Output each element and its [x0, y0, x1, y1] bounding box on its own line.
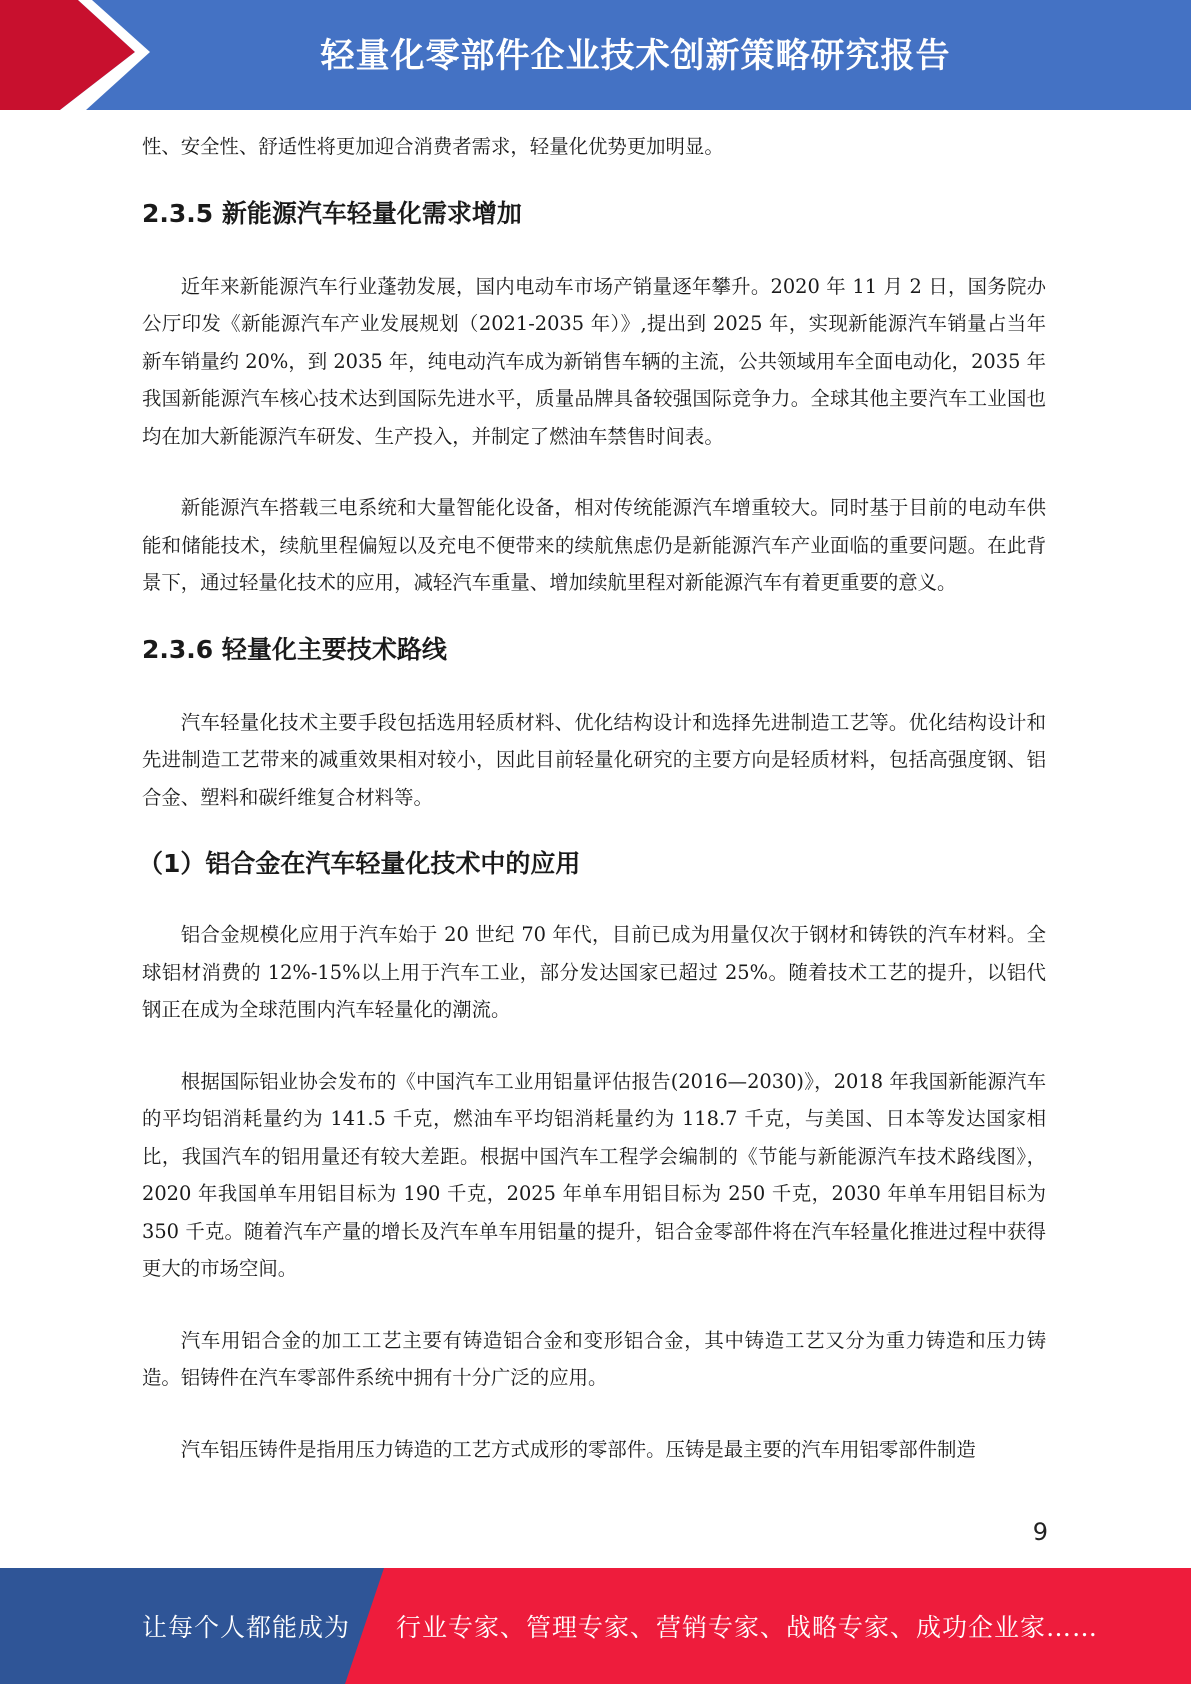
- subheading-aluminum-alloy: （1）铝合金在汽车轻量化技术中的应用: [138, 849, 581, 878]
- section-heading-2-3-5: 2.3.5 新能源汽车轻量化需求增加: [142, 198, 522, 228]
- page-footer: [0, 1568, 1191, 1684]
- page-header: [0, 0, 1191, 110]
- footer-slogan-right: 行业专家、管理专家、营销专家、战略专家、成功企业家……: [396, 1613, 1099, 1642]
- paragraph-aluminum-process: 汽车用铝合金的加工工艺主要有铸造铝合金和变形铝合金，其中铸造工艺又分为重力铸造和压力铸造。铝铸件在汽车零部件系统中拥有十分广泛的应用。: [142, 1328, 1046, 1389]
- report-title: 轻量化零部件企业技术创新策略研究报告: [320, 36, 951, 76]
- paragraph-tech-routes: 汽车轻量化技术主要手段包括选用轻质材料、优化结构设计和选择先进制造工艺等。优化结构设计和先进制造工艺带来的减重效果相对较小，因此目前轻量化研究的主要方向是轻质材料，包括高强度钢、铝合金、塑料和碳纤维复合材料等。: [142, 710, 1046, 809]
- footer-slogan-left: 让每个人都能成为: [142, 1613, 351, 1642]
- paragraph-ev-policy: 近年来新能源汽车行业蓬勃发展，国内电动车市场产销量逐年攀升。2020 年 11 月 2 日，国务院办公厅印发《新能源汽车产业发展规划（2021-2035 年）》,提出到 2025 年，实现新能源汽车销量占当年新车销量约 20%，到 2035 年，纯电动汽车成为新销售车辆的主流，公共领域用车全面电动化，2035 年我国新能源汽车核心技术达到国际先进水平，质量品牌具备较强国际竞争力。全球其他主要汽车工业国也均在加大新能源汽车研发、生产投入，并制定了燃油车禁售时间表。: [142, 274, 1046, 448]
- header-arrow-decoration: [0, 0, 160, 110]
- page-number: 9: [1032, 1518, 1048, 1546]
- document-body: [138, 128, 1046, 1468]
- paragraph-aluminum-usage: 根据国际铝业协会发布的《中国汽车工业用铝量评估报告(2016—2030)》，2018 年我国新能源汽车的平均铝消耗量约为 141.5 千克，燃油车平均铝消耗量约为 118.7 千克，与美国、日本等发达国家相比，我国汽车的铝用量还有较大差距。根据中国汽车工程学会编制的《节能与新能源汽车技术路线图》，2020 年我国单车用铝目标为 190 千克，2025 年单车用铝目标为 250 千克，2030 年单车用铝目标为 350 千克。随着汽车产量的增长及汽车单车用铝量的提升，铝合金零部件将在汽车轻量化推进过程中获得更大的市场空间。: [142, 1069, 1046, 1280]
- section-heading-2-3-6: 2.3.6 轻量化主要技术路线: [142, 634, 447, 664]
- paragraph-continued: 性、安全性、舒适性将更加迎合消费者需求，轻量化优势更加明显。: [142, 135, 724, 158]
- paragraph-ev-weight: 新能源汽车搭载三电系统和大量智能化设备，相对传统能源汽车增重较大。同时基于目前的电动车供能和储能技术，续航里程偏短以及充电不便带来的续航焦虑仍是新能源汽车产业面临的重要问题。在此背景下，通过轻量化技术的应用，减轻汽车重量、增加续航里程对新能源汽车有着更重要的意义。: [142, 496, 1046, 594]
- paragraph-aluminum-history: 铝合金规模化应用于汽车始于 20 世纪 70 年代，目前已成为用量仅次于钢材和铸铁的汽车材料。全球铝材消费的 12%-15%以上用于汽车工业，部分发达国家已超过 25%。随着技术工艺的提升，以铝代钢正在成为全球范围内汽车轻量化的潮流。: [142, 923, 1046, 1021]
- paragraph-die-casting: 汽车铝压铸件是指用压力铸造的工艺方式成形的零部件。压铸是最主要的汽车用铝零部件制造: [180, 1437, 976, 1461]
